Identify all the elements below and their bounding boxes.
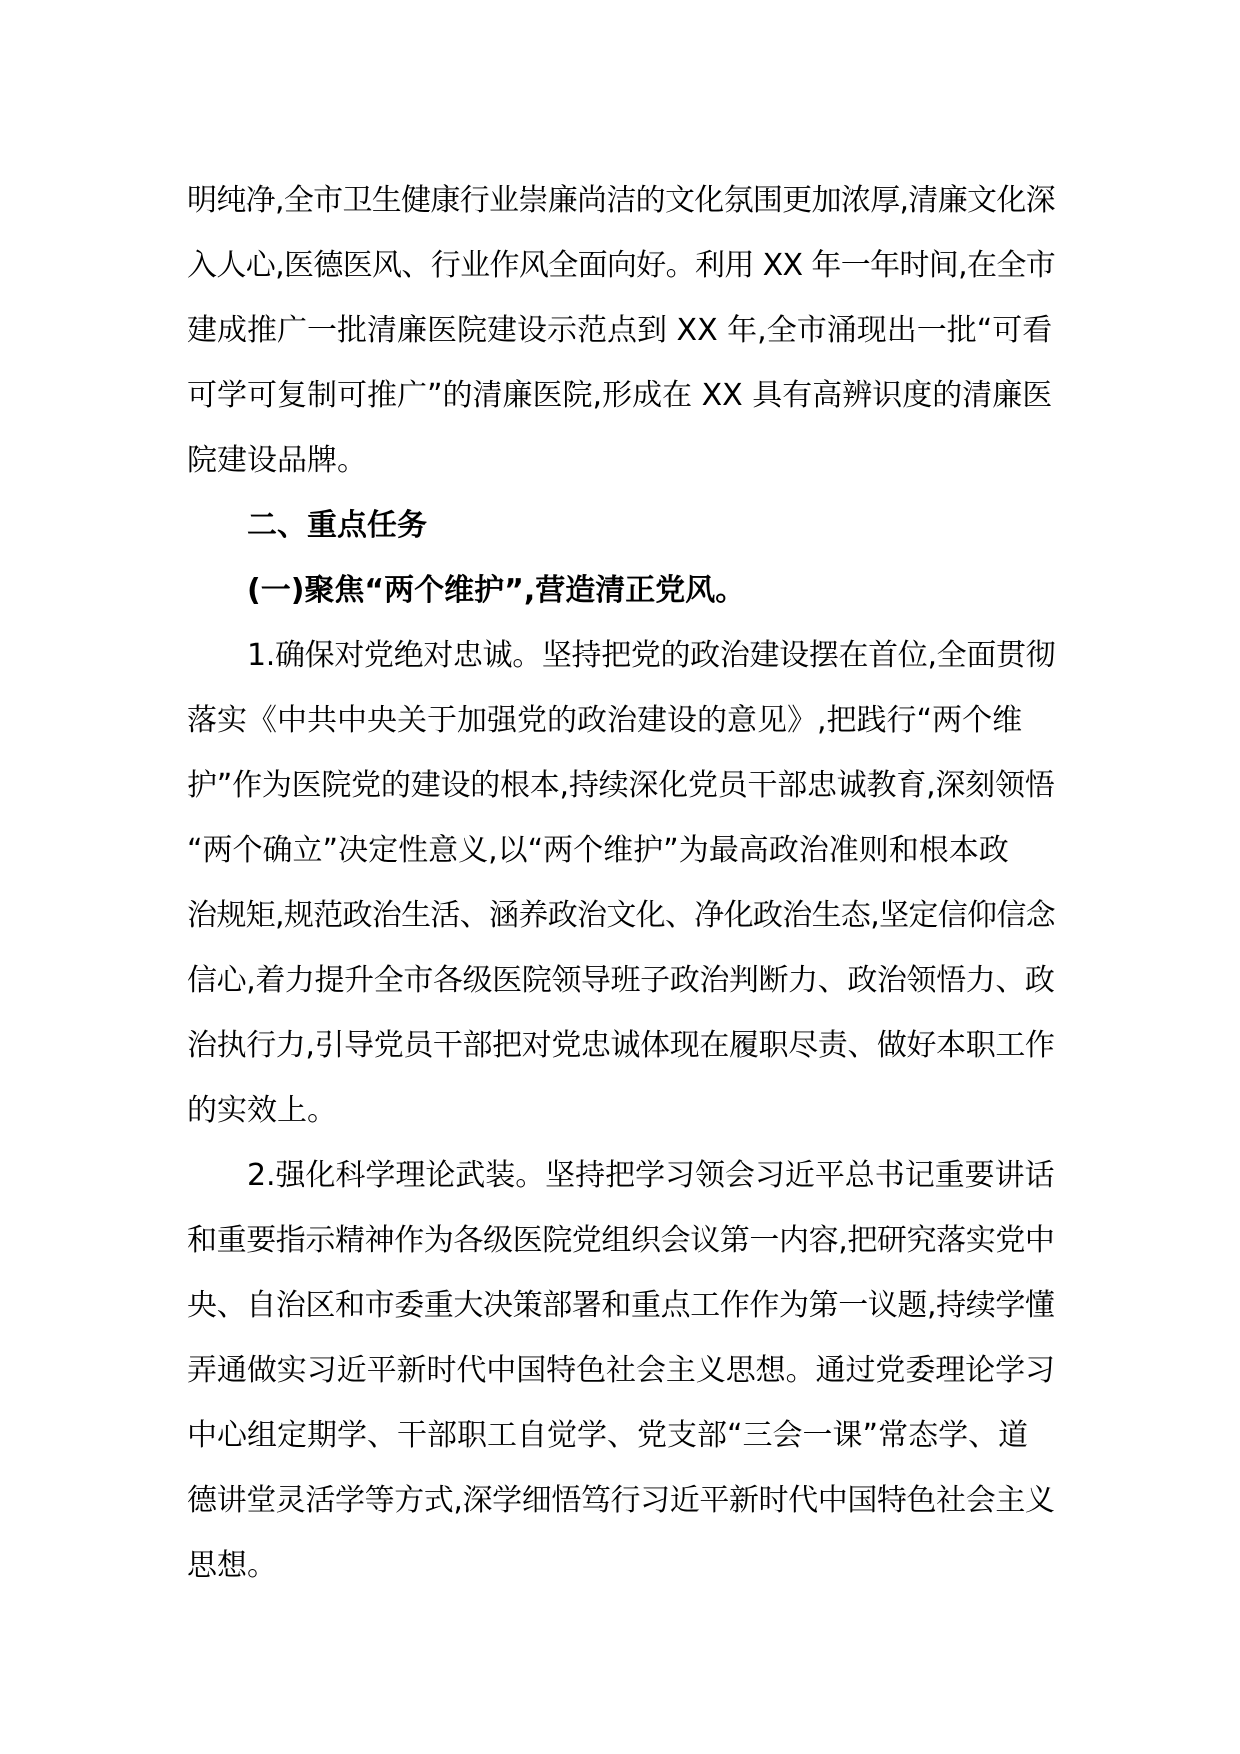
text-line: 1.确保对党绝对忠诚。坚持把党的政治建设摆在首位,全面贯彻 bbox=[247, 638, 1056, 673]
text-line: 德讲堂灵活学等方式,深学细悟笃行习近平新时代中国特色社会主义 bbox=[187, 1483, 1055, 1518]
text-line: 中心组定期学、干部职工自觉学、党支部“三会一课”常态学、道 bbox=[187, 1418, 1029, 1453]
text-line: 明纯净,全市卫生健康行业崇廉尚洁的文化氛围更加浓厚,清廉文化深 bbox=[187, 183, 1055, 218]
document-body bbox=[187, 168, 1055, 1598]
text-line: 治执行力,引导党员干部把对党忠诚体现在履职尽责、做好本职工作 bbox=[187, 1028, 1055, 1063]
section-heading: 二、重点任务 bbox=[247, 508, 427, 543]
text-line: 和重要指示精神作为各级医院党组织会议第一内容,把研究落实党中 bbox=[187, 1223, 1055, 1258]
text-line: 可学可复制可推广”的清廉医院,形成在 XX 具有高辨识度的清廉医 bbox=[187, 378, 1053, 413]
text-line: 落实《中共中央关于加强党的政治建设的意见》,把践行“两个维 bbox=[187, 703, 1023, 738]
text-line: 入人心,医德医风、行业作风全面向好。利用 XX 年一年时间,在全市 bbox=[187, 248, 1056, 283]
text-line: 护”作为医院党的建设的根本,持续深化党员干部忠诚教育,深刻领悟 bbox=[187, 768, 1055, 803]
text-line: 院建设品牌。 bbox=[187, 443, 367, 478]
text-line: 央、自治区和市委重大决策部署和重点工作作为第一议题,持续学懂 bbox=[187, 1288, 1055, 1323]
text-line: 弄通做实习近平新时代中国特色社会主义思想。通过党委理论学习 bbox=[187, 1353, 1055, 1388]
text-line: 信心,着力提升全市各级医院领导班子政治判断力、政治领悟力、政 bbox=[187, 963, 1055, 998]
text-line: 思想。 bbox=[187, 1548, 277, 1583]
text-line: 的实效上。 bbox=[187, 1093, 337, 1128]
text-line: 2.强化科学理论武装。坚持把学习领会习近平总书记重要讲话 bbox=[247, 1158, 1055, 1193]
text-line: “两个确立”决定性意义,以“两个维护”为最高政治准则和根本政 bbox=[187, 833, 1009, 868]
text-line: 建成推广一批清廉医院建设示范点到 XX 年,全市涌现出一批“可看 bbox=[187, 313, 1053, 348]
text-line: 治规矩,规范政治生活、涵养政治文化、净化政治生态,坚定信仰信念 bbox=[187, 898, 1055, 933]
section-heading: (一)聚焦“两个维护”,营造清正党风。 bbox=[247, 573, 746, 608]
